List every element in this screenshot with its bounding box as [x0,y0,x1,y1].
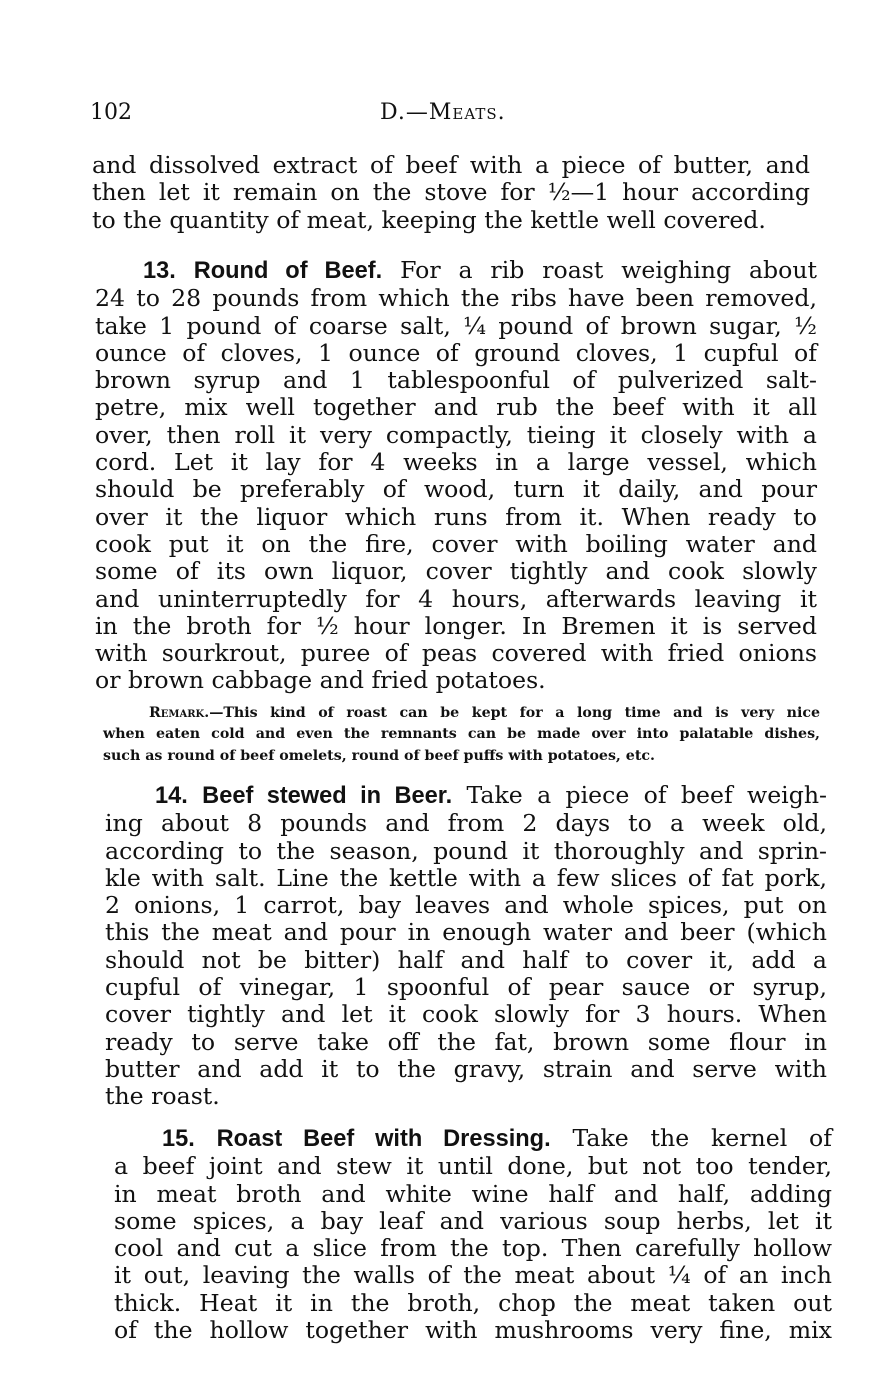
text-line: and dissolved extract of beef with a piece of butter, and [92,151,810,179]
text-line: take 1 pound of coarse salt, ¼ pound of brown sugar, ½ [95,311,817,340]
text-line: should be preferably of wood, turn it daily, and pour [95,475,817,504]
text-line: some of its own liquor, cover tightly and cook slowly [95,557,817,586]
text-line: and uninterruptedly for 4 hours, afterwards leaving it [95,584,817,613]
text-fragment: Take a piece of beef weigh- [466,781,827,809]
text-line: cupful of vinegar, 1 spoonful of pear sauce or syrup, [105,973,827,1002]
page-header [90,100,850,134]
recipe-14 [105,782,827,1111]
text-line: of the hollow together with mushrooms very fine, mix [114,1316,832,1345]
recipe-number: 15. [162,1126,195,1152]
text-line: over it the liquor which runs from it. When ready to [95,502,817,531]
text-line: some spices, a bay leaf and various soup herbs, let it [114,1206,832,1235]
text-line: such as round of beef omelets, round of beef puffs with potatoes, etc. [103,747,655,764]
text-line: it out, leaving the walls of the meat about ¼ of an inch [114,1261,832,1290]
section-title: D.—Meats. [380,100,506,125]
text-fragment: —This kind of roast can be kept for a long time and is very nice [209,705,820,721]
recipe-title: Round of Beef. [193,258,383,284]
recipe-number: 14. [155,783,188,809]
recipe-title: Roast Beef with Dressing. [216,1126,551,1152]
recipe-heading-line [105,782,827,810]
text-line: ready to serve take off the fat, brown some flour in [105,1027,827,1056]
text-line: cool and cut a slice from the top. Then carefully hollow [114,1234,832,1263]
recipe-heading-line [114,1125,832,1153]
text-line: in meat broth and white wine half and half, adding [114,1179,832,1208]
text-line: over, then roll it very compactly, tieing it closely with a [95,420,817,449]
text-fragment: Take the kernel of [572,1124,832,1152]
text-line: kle with salt. Line the kettle with a few slices of fat pork, [105,863,827,892]
recipe-15 [114,1125,832,1344]
text-line: in the broth for ½ hour longer. In Bremen it is served [95,611,817,640]
text-line: butter and add it to the gravy, strain and serve with [105,1054,827,1083]
text-line: cord. Let it lay for 4 weeks in a large vessel, which [95,448,817,477]
text-line: brown syrup and 1 tablespoonful of pulverized salt- [95,366,817,395]
text-line: a beef joint and stew it until done, but not too tender, [114,1152,832,1181]
text-line: cook put it on the fire, cover with boiling water and [95,529,817,558]
text-line: 2 onions, 1 carrot, bay leaves and whole spices, put on [105,891,827,920]
text-line: cover tightly and let it cook slowly for 3 hours. When [105,1000,827,1029]
text-line: the roast. [105,1082,220,1111]
text-line: then let it remain on the stove for ½—1 hour according [92,178,810,207]
text-line: to the quantity of meat, keeping the kettle well covered. [92,205,766,234]
text-line: should not be bitter) half and half to cover it, add a [105,945,827,974]
remark-note [103,703,820,767]
recipe-number: 13. [143,258,176,284]
recipe-title: Beef stewed in Beer. [202,783,453,809]
page-number: 102 [90,100,132,125]
text-line: ounce of cloves, 1 ounce of ground cloves, 1 cupful of [95,338,817,367]
intro-paragraph [92,152,810,234]
remark-label: Remark. [149,705,210,721]
text-line: ing about 8 pounds and from 2 days to a week old, [105,809,827,838]
text-line: according to the season, pound it thoroughly and sprin- [105,836,827,865]
text-line: with sourkrout, puree of peas covered with fried onions [95,639,817,668]
remark-heading-line [103,703,820,724]
text-line: when eaten cold and even the remnants can be made over into palatable dishes, [103,726,820,743]
text-line: this the meat and pour in enough water and beer (which [105,918,827,947]
text-line: or brown cabbage and fried potatoes. [95,666,546,695]
recipe-13 [95,257,817,695]
recipe-heading-line [95,257,817,285]
text-fragment: For a rib roast weighing about [400,256,818,284]
text-line: thick. Heat it in the broth, chop the meat taken out [114,1288,832,1317]
text-line: petre, mix well together and rub the beef with it all [95,393,817,422]
text-line: 24 to 28 pounds from which the ribs have been removed, [95,284,817,313]
